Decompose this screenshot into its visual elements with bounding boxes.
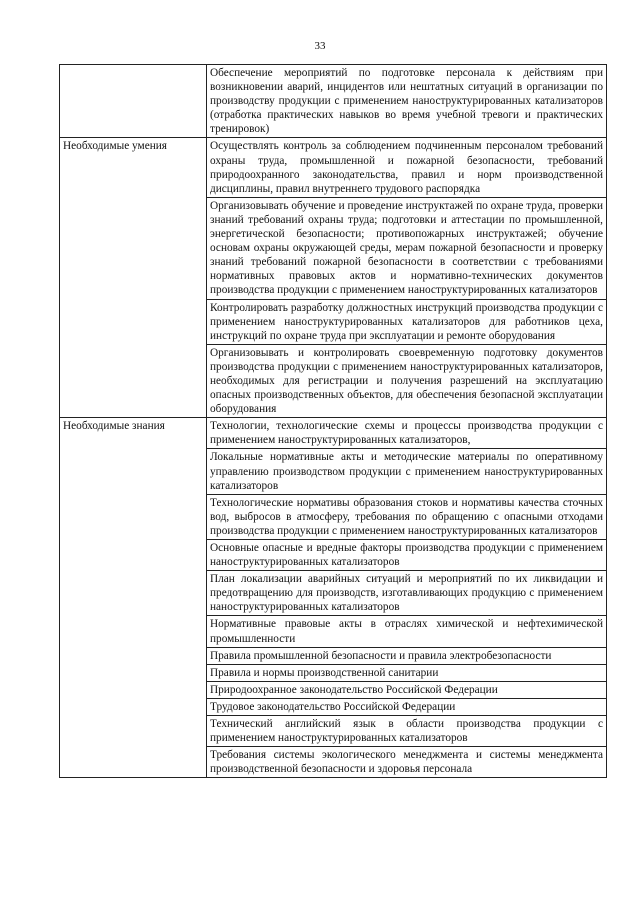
continued-row [60, 65, 607, 138]
knowledge-item: Локальные нормативные акты и методические материалы по оперативному управлению производством продукции с применением наноструктурированных катализаторов [207, 449, 607, 494]
knowledge-item: Трудовое законодательство Российской Федерации [207, 698, 607, 715]
skills-item: Контролировать разработку должностных инструкций производства продукции с применением наноструктурированных катализаторов для работников цеха, инструкций по охране труда при эксплуатации и ремонте оборудования [207, 299, 607, 344]
continued-label [60, 65, 207, 138]
skills-item: Организовывать и контролировать своевременную подготовку документов производства продукции с применением наноструктурированных катализаторов, необходимых для регистрации и получения разрешений на эксплуатацию опасных производственных объектов, для обеспечения безопасной эксплуатации оборудования [207, 344, 607, 417]
knowledge-label: Необходимые знания [60, 418, 207, 778]
knowledge-item: Технологические нормативы образования стоков и нормативы качества сточных вод, выбросов в атмосферу, требования по обращению с опасными отходами производства продукции с применением наноструктурированных катализаторов [207, 494, 607, 539]
requirements-table-body [60, 65, 607, 778]
page-number: 33 [314, 40, 326, 52]
knowledge-item: План локализации аварийных ситуаций и мероприятий по их ликвидации и предотвращению для производств, изготавливающих продукцию с применением наноструктурированных катализаторов [207, 571, 607, 616]
knowledge-item: Правила и нормы производственной санитарии [207, 664, 607, 681]
continued-item: Обеспечение мероприятий по подготовке персонала к действиям при возникновении аварий, инцидентов или нештатных ситуаций в организации по производству продукции с применением наноструктурированных катализаторов (отработка практических навыков во время учебной тревоги и практических тренировок) [207, 65, 607, 138]
requirements-table [59, 64, 607, 778]
skills-item: Организовывать обучение и проведение инструктажей по охране труда, проверки знаний требований охраны труда; подготовки и аттестации по промышленной, энергетической безопасности; противопожарных инструктажей; обучение основам охраны окружающей среды, мерам пожарной безопасности и проверку знаний требований пожарной безопасности в соответствии с требованиями нормативных правовых актов и нормативно-технических документов производства продукции с применением наноструктурированных катализаторов [207, 197, 607, 299]
knowledge-item: Правила промышленной безопасности и правила электробезопасности [207, 647, 607, 664]
knowledge-item: Технический английский язык в области производства продукции с применением наноструктурированных катализаторов [207, 716, 607, 747]
knowledge-row [60, 418, 607, 449]
knowledge-item: Требования системы экологического менеджмента и системы менеджмента производственной безопасности и здоровья персонала [207, 747, 607, 778]
skills-item: Осуществлять контроль за соблюдением подчиненным персоналом требований охраны труда, промышленной и пожарной безопасности, требований природоохранного законодательства, правил и норм производственной дисциплины, правил внутреннего трудового распорядка [207, 138, 607, 197]
knowledge-item: Основные опасные и вредные факторы производства продукции с применением наноструктурированных катализаторов [207, 540, 607, 571]
skills-row [60, 138, 607, 197]
knowledge-item: Технологии, технологические схемы и процессы производства продукции с применением наноструктурированных катализаторов, [207, 418, 607, 449]
knowledge-item: Нормативные правовые акты в отраслях химической и нефтехимической промышленности [207, 616, 607, 647]
knowledge-item: Природоохранное законодательство Российской Федерации [207, 681, 607, 698]
skills-label: Необходимые умения [60, 138, 207, 418]
